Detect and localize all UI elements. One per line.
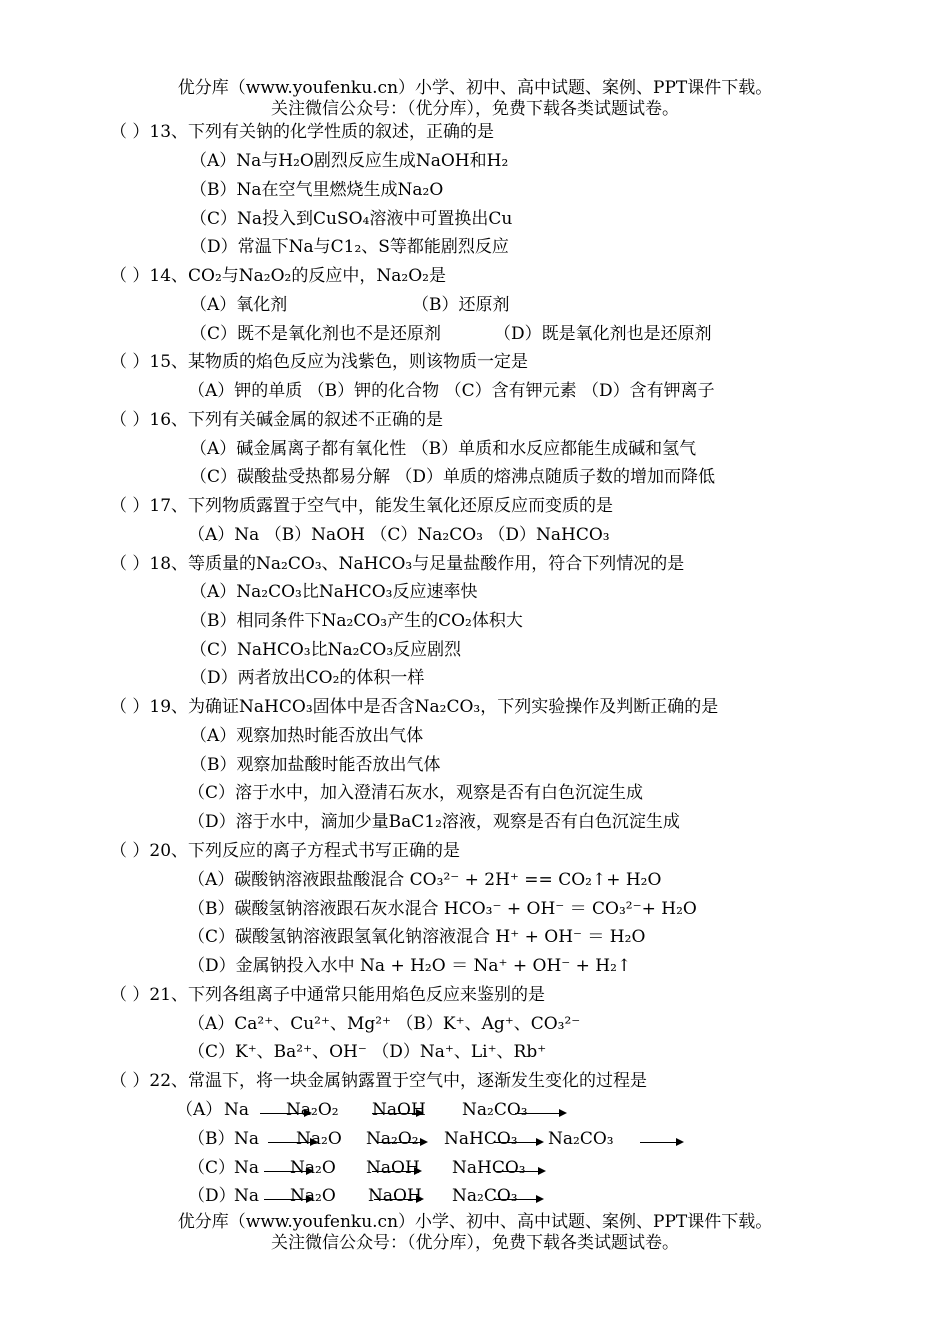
q22-b-arrow-4 xyxy=(640,1142,682,1143)
q19-option-b: （B）观察加盐酸时能否放出气体 xyxy=(190,755,441,775)
q18-option-d: （D）两者放出CO₂的体积一样 xyxy=(190,668,425,688)
q22-option-a-3: NaOH xyxy=(372,1100,426,1120)
q15-stem: （ ）15、某物质的焰色反应为浅紫色，则该物质一定是 xyxy=(110,352,529,372)
q14-option-b: （B）还原剂 xyxy=(412,295,510,315)
q22-option-b-5: Na₂CO₃ xyxy=(548,1129,614,1149)
q14-option-d: （D）既是氧化剂也是还原剂 xyxy=(494,324,712,344)
q22-a-arrow-1 xyxy=(260,1113,310,1114)
q20-stem: （ ）20、下列反应的离子方程式书写正确的是 xyxy=(110,841,461,861)
q19-option-d: （D）溶于水中，滴加少量BaC1₂溶液，观察是否有白色沉淀生成 xyxy=(188,812,680,832)
q19-stem: （ ）19、为确证NaHCO₃固体中是否含Na₂CO₃，下列实验操作及判断正确的是 xyxy=(110,697,719,717)
q22-option-c-2: Na₂O xyxy=(290,1158,336,1178)
q22-option-d-1: Na xyxy=(234,1186,260,1206)
q22-option-b-label: （B） xyxy=(188,1129,235,1149)
q22-option-d-3: NaOH xyxy=(368,1186,422,1206)
q22-option-c-label: （C） xyxy=(188,1158,236,1178)
q22-a-arrow-3 xyxy=(515,1113,565,1114)
q22-b-arrow-3 xyxy=(494,1142,542,1143)
q22-option-d-2: Na₂O xyxy=(290,1186,336,1206)
q22-option-d-4: Na₂CO₃ xyxy=(452,1186,518,1206)
q15-options: （A）钾的单质 （B）钾的化合物 （C）含有钾元素 （D）含有钾离子 xyxy=(188,381,715,401)
q17-stem: （ ）17、下列物质露置于空气中，能发生氧化还原反应而变质的是 xyxy=(110,496,614,516)
q14-option-c: （C）既不是氧化剂也不是还原剂 xyxy=(190,324,442,344)
q16-options-ab: （A）碱金属离子都有氧化性 （B）单质和水反应都能生成碱和氢气 xyxy=(190,439,697,459)
q22-b-arrow-1 xyxy=(268,1142,316,1143)
q18-option-b: （B）相同条件下Na₂CO₃产生的CO₂体积大 xyxy=(190,611,523,631)
q13-option-d: （D）常温下Na与C1₂、S等都能剧烈反应 xyxy=(190,237,509,257)
q22-option-a-2: Na₂O₂ xyxy=(286,1100,339,1120)
q22-option-b-2: Na₂O xyxy=(296,1129,342,1149)
q16-options-cd: （C）碳酸盐受热都易分解 （D）单质的熔沸点随质子数的增加而降低 xyxy=(190,467,716,487)
q22-c-arrow-3 xyxy=(496,1171,544,1172)
q22-d-arrow-3 xyxy=(494,1199,542,1200)
q22-c-arrow-2 xyxy=(372,1171,420,1172)
q22-b-arrow-2 xyxy=(378,1142,426,1143)
q22-d-arrow-2 xyxy=(374,1199,422,1200)
q13-option-a: （A）Na与H₂O剧烈反应生成NaOH和H₂ xyxy=(190,151,509,171)
header-line-2: 关注微信公众号：（优分库），免费下载各类试题试卷。 xyxy=(271,99,679,119)
q19-option-c: （C）溶于水中，加入澄清石灰水，观察是否有白色沉淀生成 xyxy=(188,783,644,803)
q22-option-c-1: Na xyxy=(234,1158,260,1178)
q22-stem: （ ）22、常温下，将一块金属钠露置于空气中，逐渐发生变化的过程是 xyxy=(110,1071,648,1091)
q22-option-b-1: Na xyxy=(234,1129,260,1149)
q21-stem: （ ）21、下列各组离子中通常只能用焰色反应来鉴别的是 xyxy=(110,985,546,1005)
q14-option-a: （A）氧化剂 xyxy=(190,295,288,315)
q20-option-c: （C）碳酸氢钠溶液跟氢氧化钠溶液混合 H⁺ + OH⁻ ＝ H₂O xyxy=(188,927,646,947)
header-line-1: 优分库（www.youfenku.cn）小学、初中、高中试题、案例、PPT课件下载。 xyxy=(177,78,773,98)
q16-stem: （ ）16、下列有关碱金属的叙述不正确的是 xyxy=(110,410,444,430)
q21-options-ab: （A）Ca²⁺、Cu²⁺、Mg²⁺ （B）K⁺、Ag⁺、CO₃²⁻ xyxy=(188,1014,581,1034)
q22-option-c-3: NaOH xyxy=(366,1158,420,1178)
q14-stem: （ ）14、CO₂与Na₂O₂的反应中，Na₂O₂是 xyxy=(110,266,446,286)
q19-option-a: （A）观察加热时能否放出气体 xyxy=(190,726,424,746)
q22-d-arrow-1 xyxy=(264,1199,312,1200)
footer-line-1: 优分库（www.youfenku.cn）小学、初中、高中试题、案例、PPT课件下载。 xyxy=(177,1212,773,1232)
q13-option-b: （B）Na在空气里燃烧生成Na₂O xyxy=(190,180,444,200)
q21-options-cd: （C）K⁺、Ba²⁺、OH⁻ （D）Na⁺、Li⁺、Rb⁺ xyxy=(188,1042,547,1062)
q22-option-a-label: （A） xyxy=(176,1100,223,1120)
q22-option-b-4: NaHCO₃ xyxy=(444,1129,518,1149)
q18-stem: （ ）18、等质量的Na₂CO₃、NaHCO₃与足量盐酸作用，符合下列情况的是 xyxy=(110,554,685,574)
q18-option-a: （A）Na₂CO₃比NaHCO₃反应速率快 xyxy=(190,582,478,602)
q22-option-a-1: Na xyxy=(224,1100,250,1120)
q18-option-c: （C）NaHCO₃比Na₂CO₃反应剧烈 xyxy=(190,640,462,660)
q22-option-a-4: Na₂CO₃ xyxy=(462,1100,528,1120)
q22-option-b-3: Na₂O₂ xyxy=(366,1129,419,1149)
q22-option-d-label: （D） xyxy=(188,1186,236,1206)
q22-c-arrow-1 xyxy=(264,1171,312,1172)
q17-options: （A）Na （B）NaOH （C）Na₂CO₃ （D）NaHCO₃ xyxy=(188,525,610,545)
q20-option-d: （D）金属钠投入水中 Na + H₂O ＝ Na⁺ + OH⁻ + H₂↑ xyxy=(188,956,632,976)
q20-option-a: （A）碳酸钠溶液跟盐酸混合 CO₃²⁻ + 2H⁺ == CO₂↑+ H₂O xyxy=(188,870,662,890)
q20-option-b: （B）碳酸氢钠溶液跟石灰水混合 HCO₃⁻ + OH⁻ ＝ CO₃²⁻+ H₂O xyxy=(188,899,697,919)
q22-a-arrow-2 xyxy=(372,1113,422,1114)
footer-line-2: 关注微信公众号：（优分库），免费下载各类试题试卷。 xyxy=(271,1233,679,1253)
q22-option-c-4: NaHCO₃ xyxy=(452,1158,526,1178)
q13-option-c: （C）Na投入到CuSO₄溶液中可置换出Cu xyxy=(190,209,513,229)
q13-stem: （ ）13、下列有关钠的化学性质的叙述，正确的是 xyxy=(110,122,495,142)
